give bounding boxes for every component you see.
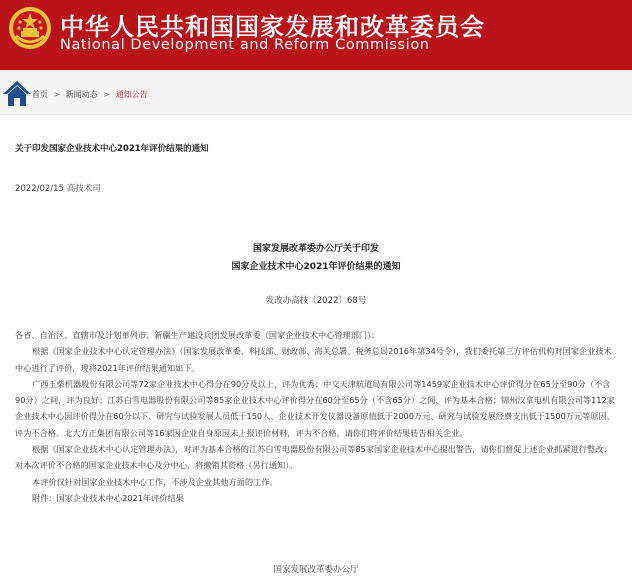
document-heading-line-1: 国家发展改革委办公厅关于印发 xyxy=(252,244,379,254)
breadcrumb xyxy=(0,72,632,115)
body-paragraph: 根据《国家企业技术中心认定管理办法》（国家发展改革委、科技部、财政部、海关总署、税务总局2016年第34号令），我们委托第三方评估机构对国家企业技术中心进行了评价，现将2021年评价结果通知如下。 xyxy=(15,346,612,373)
breadcrumb-notices[interactable]: 通知公告 xyxy=(115,90,148,99)
site-header xyxy=(0,0,632,70)
attachment-line: 附件：国家企业技术中心2021年评价结果 xyxy=(32,492,184,503)
article-meta: 2022/02/15 高技术司 xyxy=(15,184,101,194)
breadcrumb-separator: > xyxy=(53,90,61,99)
body-paragraph: 本评价仅针对国家企业技术中心工作，不涉及企业其他方面的工作。 xyxy=(32,476,278,487)
document-heading-line-2: 国家企业技术中心2021年评价结果的通知 xyxy=(231,262,401,272)
page-title: 关于印发国家企业技术中心2021年评价结果的通知 xyxy=(15,144,209,154)
national-emblem-icon[interactable] xyxy=(8,6,52,50)
breadcrumb-home[interactable]: 首页 xyxy=(32,90,48,99)
breadcrumb-items xyxy=(32,89,148,100)
signer: 国家发展改革委办公厅 xyxy=(273,565,359,575)
salutation: 各省、自治区、直辖市及计划单列市、新疆生产建设兵团发展改革委（国家企业技术中心管理部门）： xyxy=(15,330,380,340)
document-number: 发改办高技〔2022〕68号 xyxy=(265,296,367,306)
body-paragraph: 根据《国家企业技术中心认定管理办法》，对评为基本合格的江苏白雪电器股份有限公司等85家国家企业技术中心提出警告，请你们督促上述企业抓紧进行整改；对本次评价不合格的国家企业技术中心及分中心，将撤销其资格（另行通知）。 xyxy=(15,444,612,471)
body-paragraph: 广西玉柴机器股份有限公司等72家企业技术中心得分在90分及以上，评为优秀；中交天津航道局有限公司等1459家企业技术中心评价得分在65分至90分（不含90分）之间，评为良好；江苏白雪电器股份有限公司等85家企业技术中心评价得分在60分至65分（不含65分）之间，评为基本合格；锦州汉拿电机有限公司等112家企业技术中心因评价得分在60分以下、研究与试验发展人员低于150人、企业技术开发仪器设备原值低于2000万元、研究与试验发展经费支出低于1500万元等原因，评为不合格。北大方正集团有限公司等16家因企业自身原因未上报评价材料，评为不合格。请你们将评价结果转告相关企业。 xyxy=(15,378,615,438)
site-title-en[interactable]: National Development and Reform Commission xyxy=(60,37,430,53)
breadcrumb-separator: > xyxy=(103,90,111,99)
article-body xyxy=(15,327,615,506)
home-icon[interactable] xyxy=(2,78,32,108)
breadcrumb-news[interactable]: 新闻动态 xyxy=(65,90,98,99)
site-title-cn[interactable]: 中华人民共和国国家发展和改革委员会 xyxy=(60,13,485,41)
